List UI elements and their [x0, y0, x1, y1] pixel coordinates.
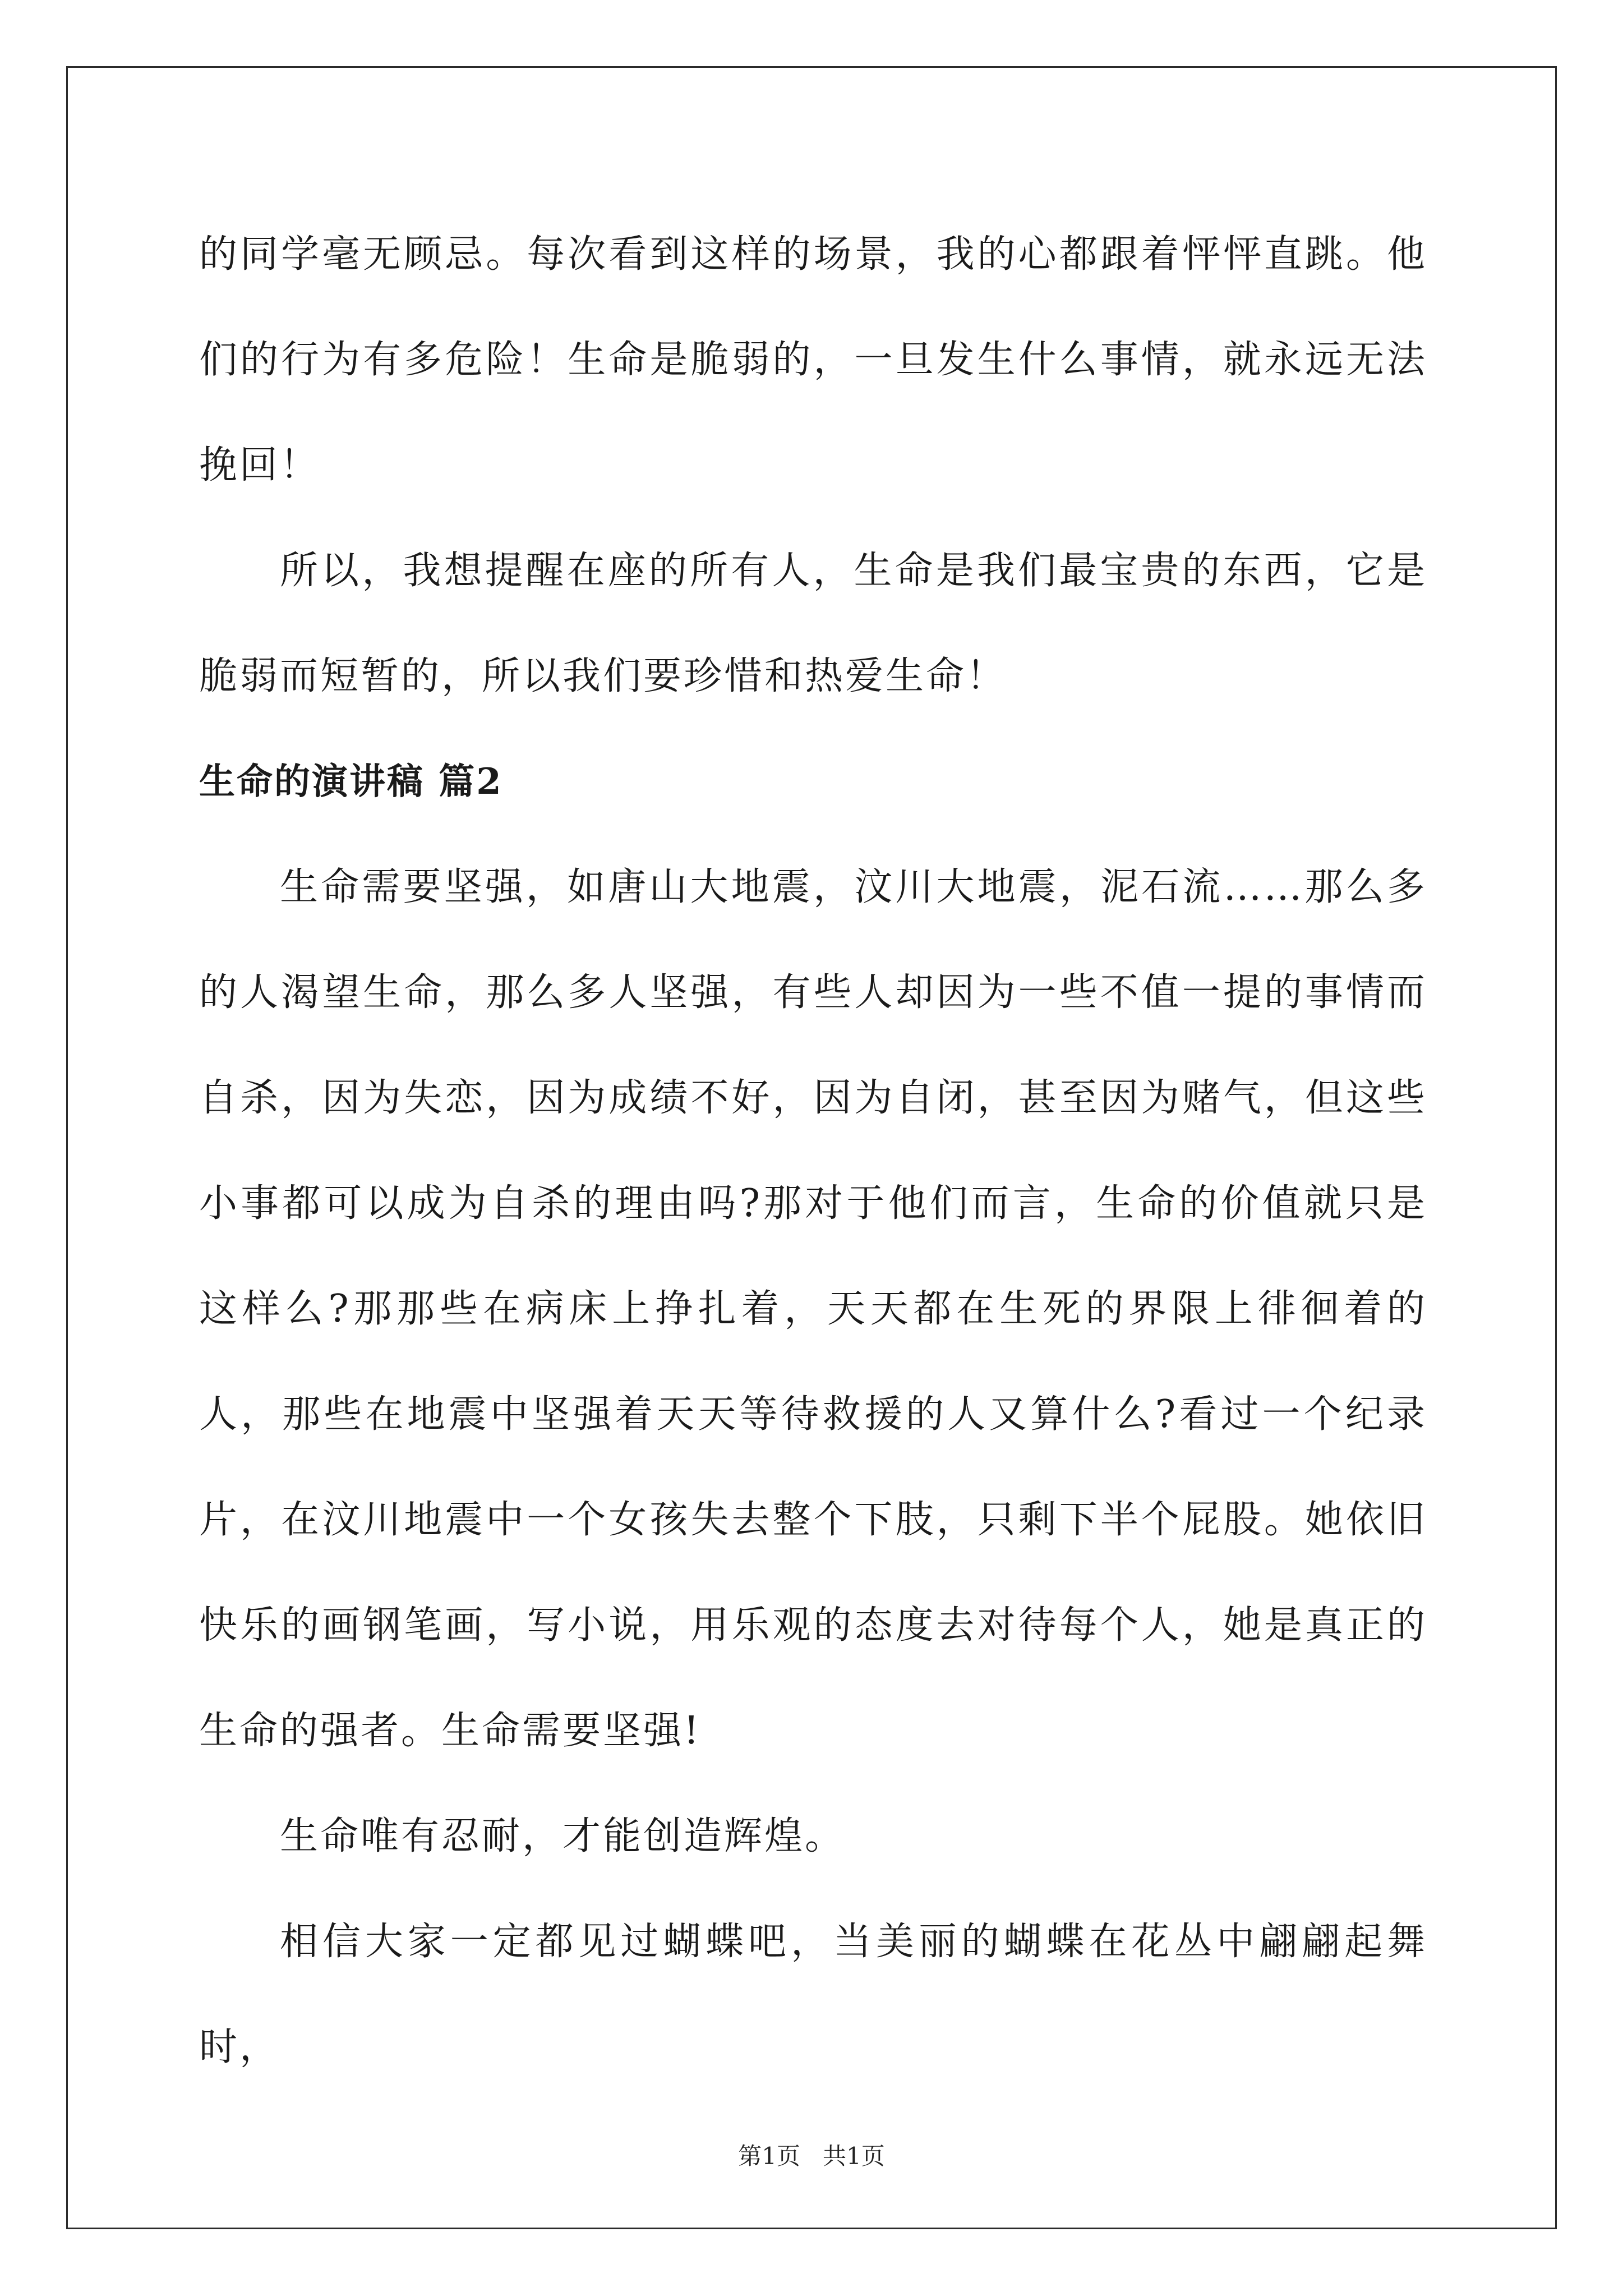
section-title: 生命的演讲稿 篇2 [199, 761, 503, 803]
page-number: 第1页 [738, 2142, 800, 2170]
page-total: 共1页 [823, 2142, 885, 2170]
paragraph-1: 的同学毫无顾忌。每次看到这样的场景，我的心都跟着怦怦直跳。他们的行为有多危险！生命是脆弱的，一旦发生什么事情，就永远无法挽回！ [199, 232, 1427, 487]
page-footer [0, 2139, 1623, 2173]
footer-spacer [800, 2142, 823, 2170]
paragraph-2: 所以，我想提醒在座的所有人，生命是我们最宝贵的东西，它是脆弱而短暂的，所以我们要珍惜和热爱生命！ [199, 549, 1427, 698]
section-paragraph-3: 相信大家一定都见过蝴蝶吧，当美丽的蝴蝶在花丛中翩翩起舞时， [199, 1920, 1427, 2069]
section-paragraph-2: 生命唯有忍耐，才能创造辉煌。 [280, 1814, 846, 1858]
section-paragraph-1: 生命需要坚强，如唐山大地震，汶川大地震，泥石流……那么多的人渴望生命，那么多人坚强，有些人却因为一些不值一提的事情而自杀，因为失恋，因为成绩不好，因为自闭，甚至因为赌气，但这些小事都可以成为自杀的理由吗?那对于他们而言，生命的价值就只是这样么?那那些在病床上挣扎着，天天都在生死的界限上徘徊着的人，那些在地震中坚强着天天等待救援的人又算什么?看过一个纪录片，在汶川地震中一个女孩失去整个下肢，只剩下半个屁股。她依旧快乐的画钢笔画，写小说，用乐观的态度去对待每个人，她是真正的生命的强者。生命需要坚强! [199, 865, 1427, 1753]
document-body [199, 202, 1427, 2100]
